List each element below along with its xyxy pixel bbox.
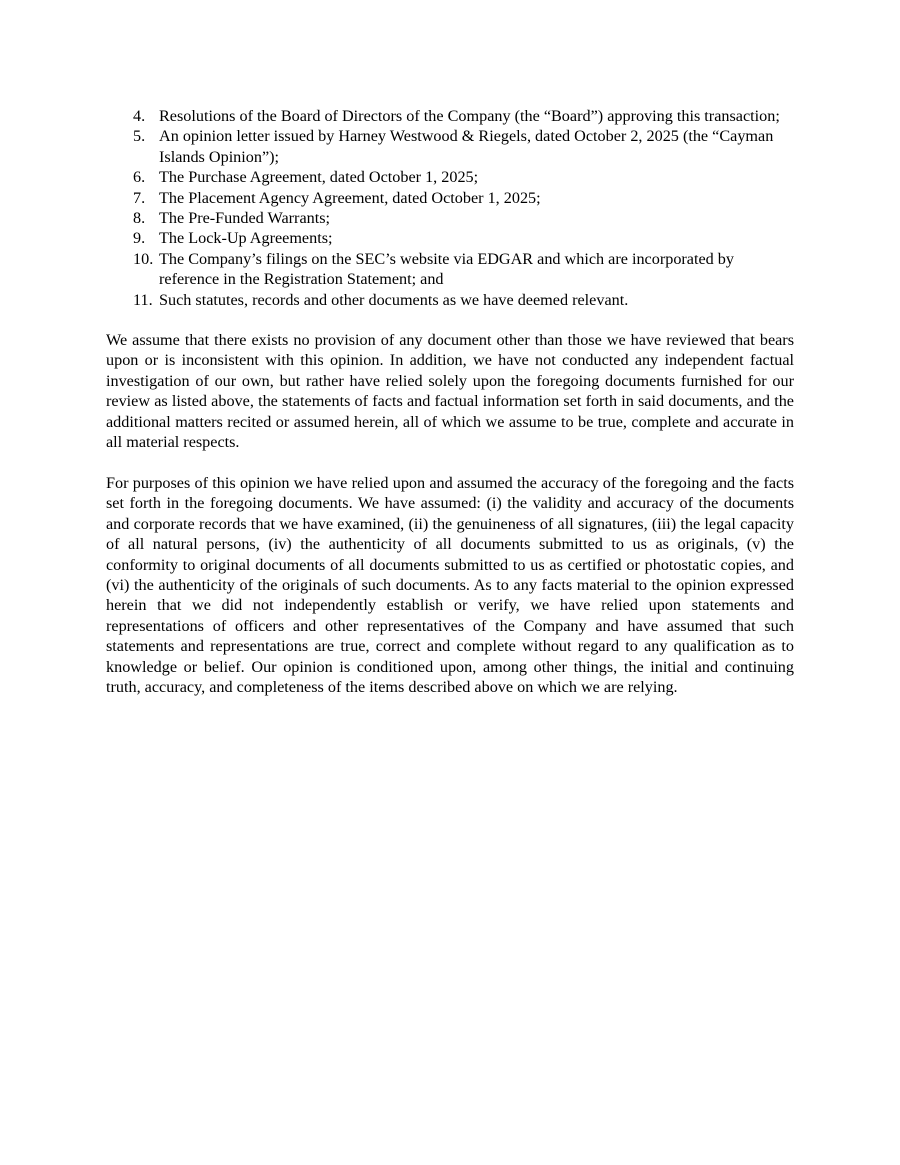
list-item-text: Such statutes, records and other documents as we have deemed relevant. <box>159 290 629 309</box>
list-item <box>106 228 794 248</box>
list-item-number: 11. <box>133 290 153 309</box>
list-item <box>106 167 794 187</box>
assumption-paragraph: We assume that there exists no provision of any document other than those we have reviewed that bears upon or is inconsistent with this opinion. In addition, we have not conducted any independent factual investigation of our own, but rather have relied solely upon the foregoing documents furnished for our review as listed above, the statements of facts and factual information set forth in said documents, and the additional matters recited or assumed herein, all of which we assume to be true, complete and accurate in all material respects. <box>106 331 794 452</box>
list-item-number: 10. <box>133 249 154 268</box>
list-item-number: 7. <box>133 188 146 207</box>
list-item-text: An opinion letter issued by Harney Westwood & Riegels, dated October 2, 2025 (the “Cayman Islands Opinion”); <box>159 127 774 166</box>
list-item-text: The Lock-Up Agreements; <box>159 229 333 248</box>
list-item <box>106 106 794 126</box>
list-item <box>106 290 794 310</box>
reviewed-documents-list <box>106 106 794 310</box>
list-item <box>106 249 794 290</box>
document-page <box>106 106 794 718</box>
list-item-number: 8. <box>133 209 146 228</box>
list-item <box>106 126 794 167</box>
list-item-text: The Placement Agency Agreement, dated October 1, 2025; <box>159 188 541 207</box>
list-item-text: Resolutions of the Board of Directors of the Company (the “Board”) approving this transaction; <box>159 107 780 125</box>
list-item-number: 5. <box>133 127 146 146</box>
list-item <box>106 188 794 208</box>
list-item-number: 4. <box>133 107 146 125</box>
list-item <box>106 208 794 228</box>
list-item-number: 9. <box>133 229 146 248</box>
list-item-text: The Company’s filings on the SEC’s website via EDGAR and which are incorporated by reference in the Registration Statement; and <box>159 249 734 289</box>
list-item-text: The Purchase Agreement, dated October 1, 2025; <box>159 168 479 187</box>
reliance-paragraph: For purposes of this opinion we have relied upon and assumed the accuracy of the foregoing and the facts set forth in the foregoing documents. We have assumed: (i) the validity and accuracy of the documents and corporate records that we have examined, (ii) the genuineness of all signatures, (iii) the legal capacity of all natural persons, (iv) the authenticity of all documents submitted to us as originals, (v) the conformity to original documents of all documents submitted to us as certified or photostatic copies, and (vi) the authenticity of the originals of such documents. As to any facts material to the opinion expressed herein that we did not independently establish or verify, we have relied upon statements and representations of officers and other representatives of the Company and have assumed that such statements and representations are true, correct and complete without regard to any qualification as to knowledge or belief. Our opinion is conditioned upon, among other things, the initial and continuing truth, accuracy, and completeness of the items described above on which we are relying. <box>106 473 794 696</box>
list-item-text: The Pre-Funded Warrants; <box>159 209 331 228</box>
list-item-number: 6. <box>133 168 146 187</box>
